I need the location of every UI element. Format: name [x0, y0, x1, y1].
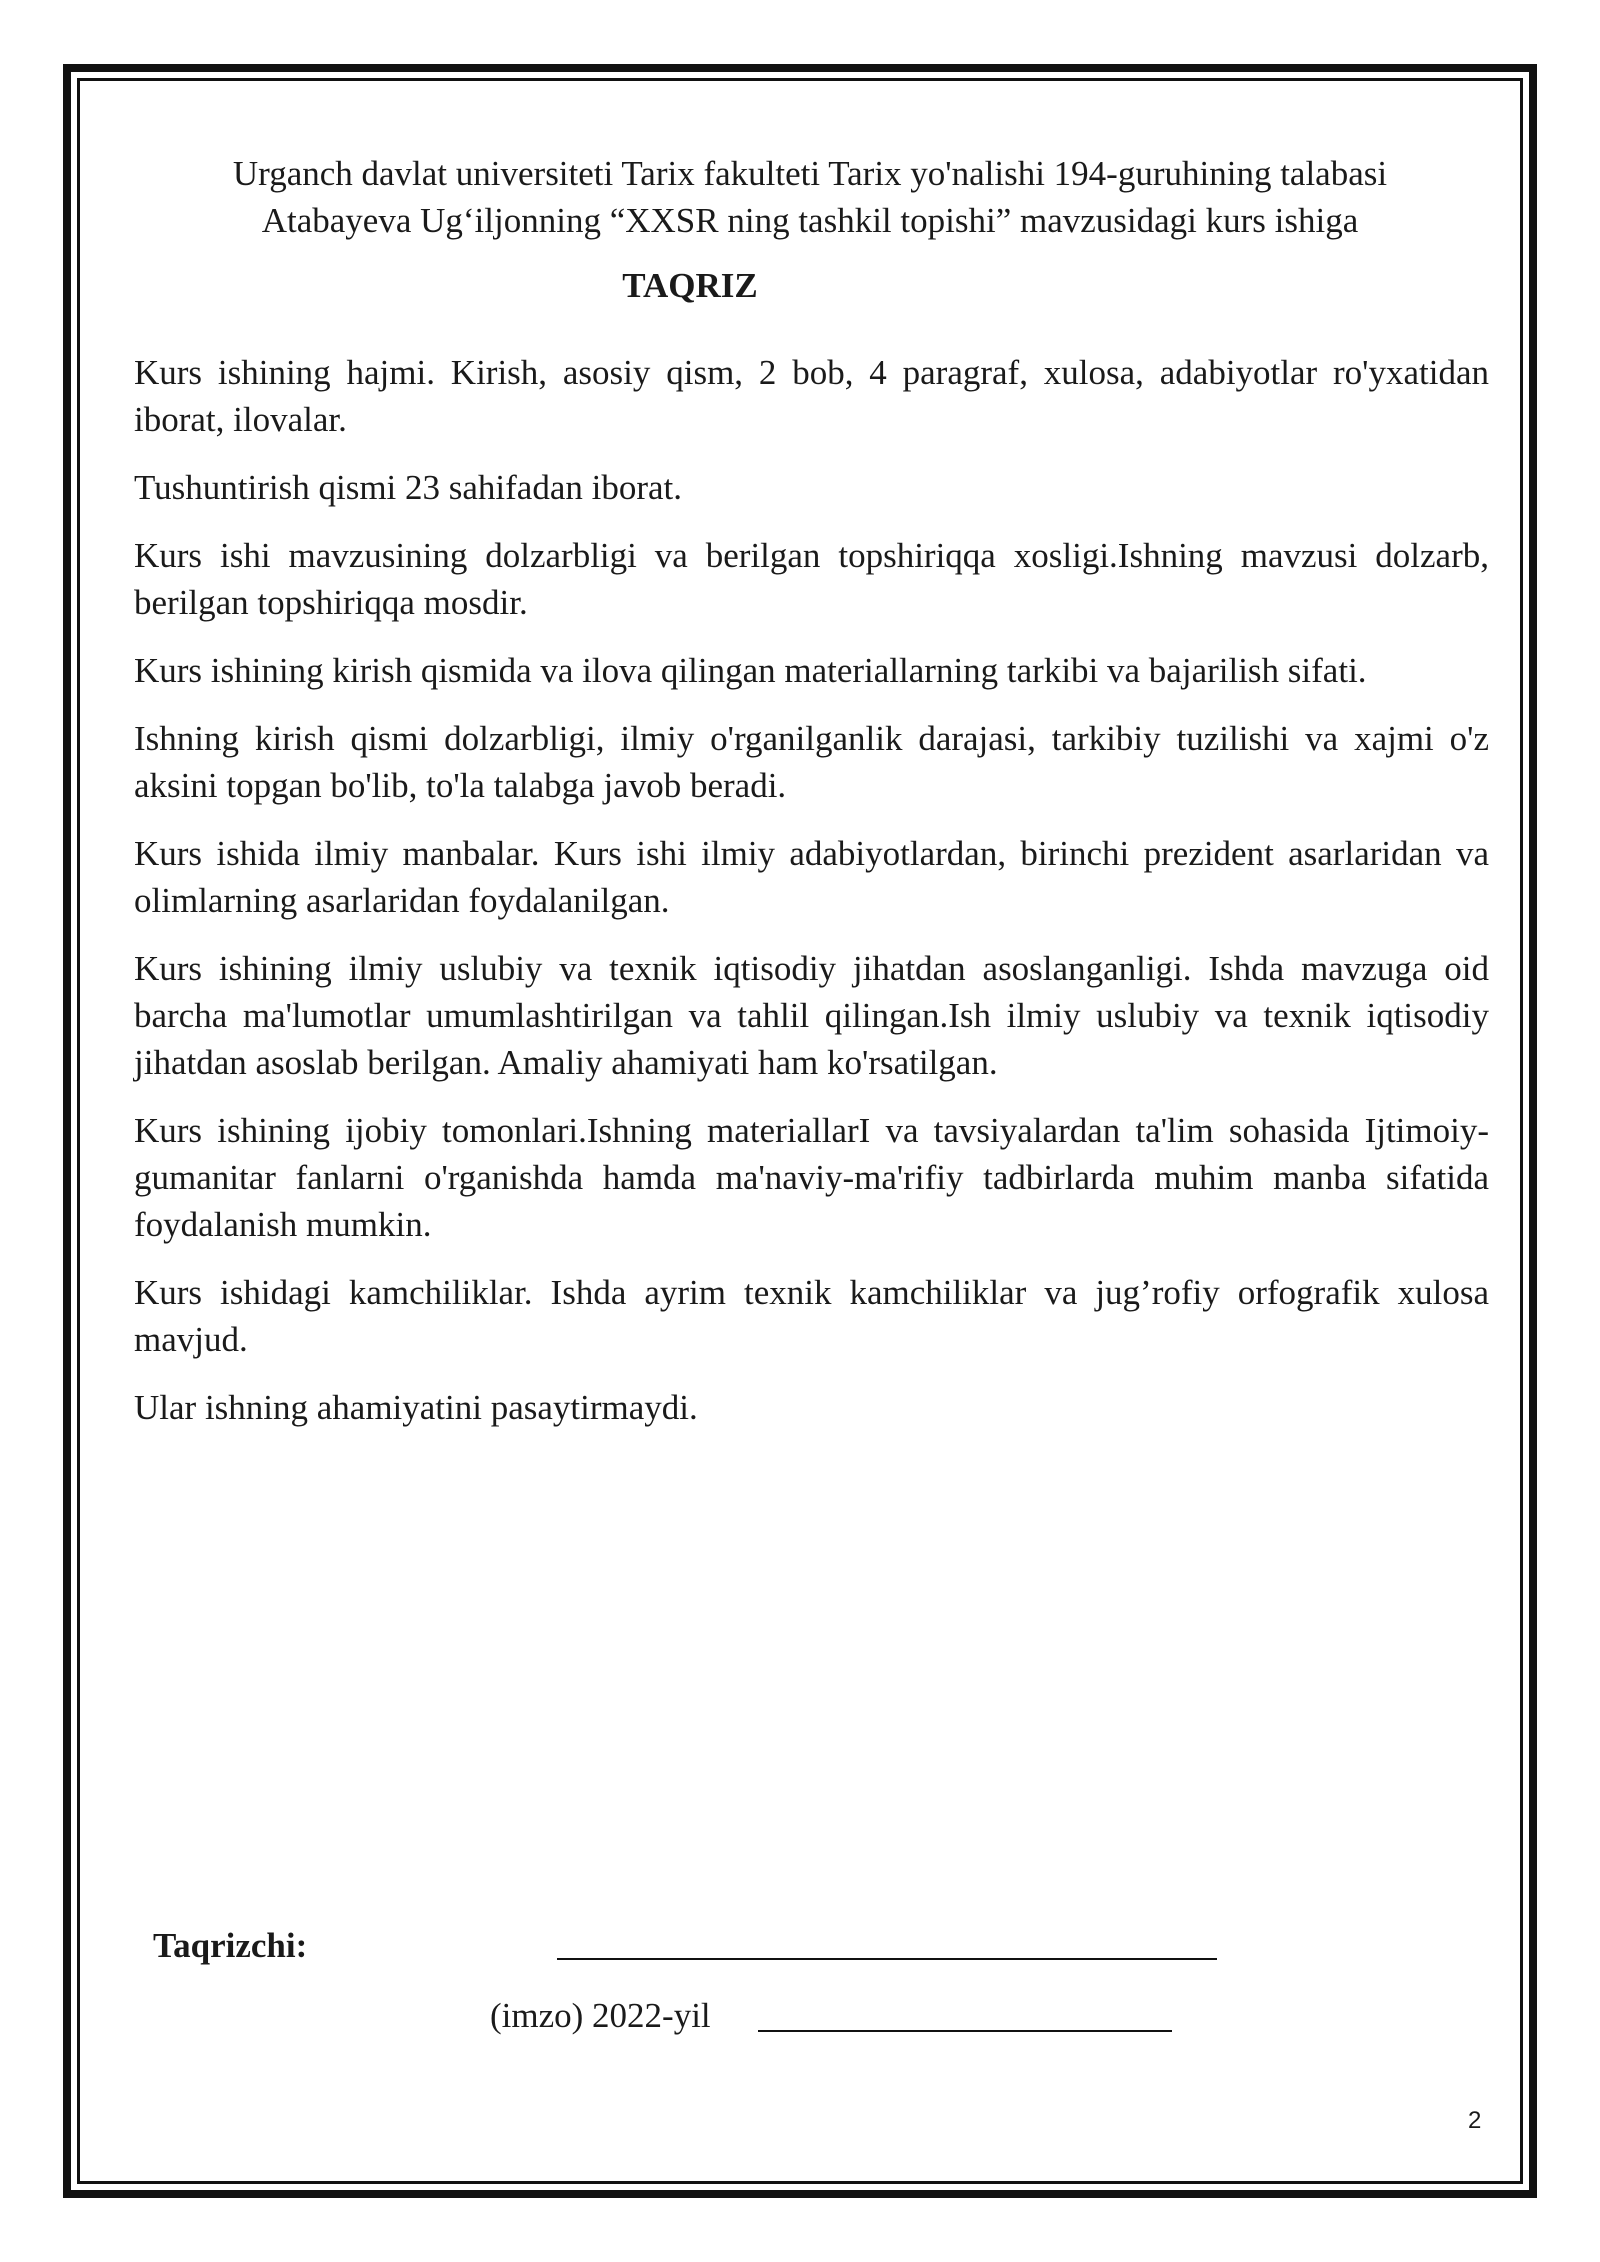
- reviewer-label: Taqrizchi:: [153, 1926, 308, 1965]
- header-line-1: Urganch davlat universiteti Tarix fakulteti Tarix yo'nalishi 194-guruhining talabasi: [232, 154, 1388, 193]
- paragraph-intro-quality: Kurs ishining kirish qismida va ilova qilingan materiallarning tarkibi va bajarilish sifati.: [134, 651, 1367, 690]
- paragraph-conclusion: Ular ishning ahamiyatini pasaytirmaydi.: [134, 1388, 698, 1427]
- document-header: [150, 150, 1470, 244]
- paragraph-strengths: Kurs ishining ijobiy tomonlari.Ishning materiallarI va tavsiyalardan ta'lim sohasida Ijtimoiy-gumanitar fanlarni o'rganishda hamda ma'naviy-ma'rifiy tadbirlarda muhim manba sifatida foydalanish mumkin.: [134, 1111, 1489, 1244]
- paragraph-sources: Kurs ishida ilmiy manbalar. Kurs ishi ilmiy adabiyotlardan, birinchi prezident asarlaridan va olimlarning asarlaridan foydalanilgan.: [134, 834, 1489, 920]
- paragraph-shortcomings: Kurs ishidagi kamchiliklar. Ishda ayrim texnik kamchiliklar va jug’rofiy orfografik xulosa mavjud.: [134, 1273, 1489, 1359]
- document-title: TAQRIZ: [622, 266, 758, 305]
- signature-line: [557, 1958, 1217, 1960]
- paragraph-page-count: Tushuntirish qismi 23 sahifadan iborat.: [134, 468, 683, 507]
- paragraph-methodology: Kurs ishining ilmiy uslubiy va texnik iqtisodiy jihatdan asoslanganligi. Ishda mavzuga oid barcha ma'lumotlar umumlashtirilgan va tahlil qilingan.Ish ilmiy uslubiy va texnik iqtisodiy jihatdan asoslab berilgan. Amaliy ahamiyati ham ko'rsatilgan.: [134, 949, 1489, 1082]
- paragraph-intro-assessment: Ishning kirish qismi dolzarbligi, ilmiy o'rganilganlik darajasi, tarkibiy tuzilishi va xajmi o'z aksini topgan bo'lib, to'la talabga javob beradi.: [134, 719, 1489, 805]
- page-number: 2: [1468, 2107, 1482, 2134]
- paragraph-volume: Kurs ishining hajmi. Kirish, asosiy qism, 2 bob, 4 paragraf, xulosa, adabiyotlar ro'yxatidan iborat, ilovalar.: [134, 353, 1489, 439]
- paragraph-relevance: Kurs ishi mavzusining dolzarbligi va berilgan topshiriqqa xosligi.Ishning mavzusi dolzarb, berilgan topshiriqqa mosdir.: [134, 536, 1489, 622]
- date-line: [758, 2030, 1172, 2032]
- review-body: [134, 349, 1489, 1452]
- signature-date-label: (imzo) 2022-yil: [490, 1996, 711, 2035]
- header-line-2: Atabayeva Ug‘iljonning “XXSR ning tashkil topishi” mavzusidagi kurs ishiga: [261, 201, 1359, 240]
